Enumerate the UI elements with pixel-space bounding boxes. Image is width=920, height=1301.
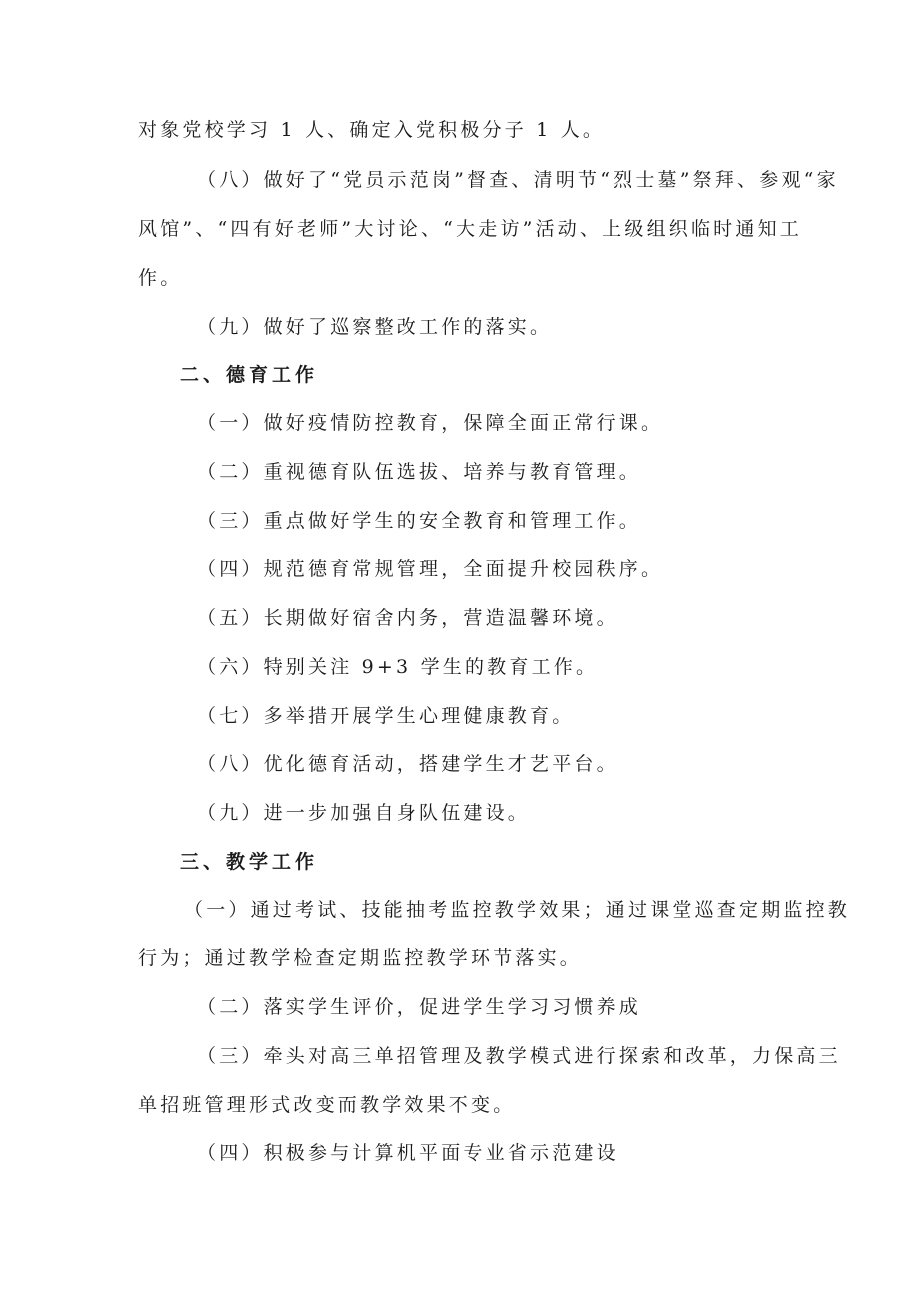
section-heading-moral-education: 二、德育工作 — [180, 364, 319, 386]
list-item: （九）进一步加强自身队伍建设。 — [197, 802, 531, 824]
section-heading-teaching: 三、教学工作 — [180, 851, 319, 873]
paragraph-line: 单招班管理形式改变而教学效果不变。 — [138, 1094, 516, 1116]
list-item: （二）重视德育队伍选拔、培养与教育管理。 — [197, 461, 642, 483]
paragraph-line: （二）落实学生评价，促进学生学习习惯养成 — [197, 996, 642, 1018]
paragraph-line: 对象党校学习 1 人、确定入党积极分子 1 人。 — [138, 119, 606, 141]
paragraph-line: 行为；通过教学检查定期监控教学环节落实。 — [138, 947, 583, 969]
list-item: （七）多举措开展学生心理健康教育。 — [197, 705, 575, 727]
paragraph-line: （三）牵头对高三单招管理及教学模式进行探索和改革，力保高三 — [197, 1045, 841, 1067]
paragraph-line: （九）做好了巡察整改工作的落实。 — [197, 316, 553, 338]
list-item: （八）优化德育活动，搭建学生才艺平台。 — [197, 753, 619, 775]
list-item: （三）重点做好学生的安全教育和管理工作。 — [197, 510, 642, 532]
paragraph-line: 作。 — [138, 267, 183, 289]
paragraph-line: （一）通过考试、技能抽考监控教学效果；通过课堂巡查定期监控教 — [184, 899, 851, 921]
list-item: （六）特别关注 9+3 学生的教育工作。 — [197, 656, 599, 678]
paragraph-line: （四）积极参与计算机平面专业省示范建设 — [197, 1142, 619, 1164]
list-item: （四）规范德育常规管理，全面提升校园秩序。 — [197, 558, 664, 580]
list-item: （一）做好疫情防控教育，保障全面正常行课。 — [197, 412, 664, 434]
paragraph-line: 风馆”、“四有好老师”大讨论、“大走访”活动、上级组织临时通知工 — [138, 218, 802, 240]
list-item: （五）长期做好宿舍内务，营造温馨环境。 — [197, 607, 619, 629]
paragraph-line: （八）做好了“党员示范岗”督查、清明节“烈士墓”祭拜、参观“家 — [197, 169, 839, 191]
